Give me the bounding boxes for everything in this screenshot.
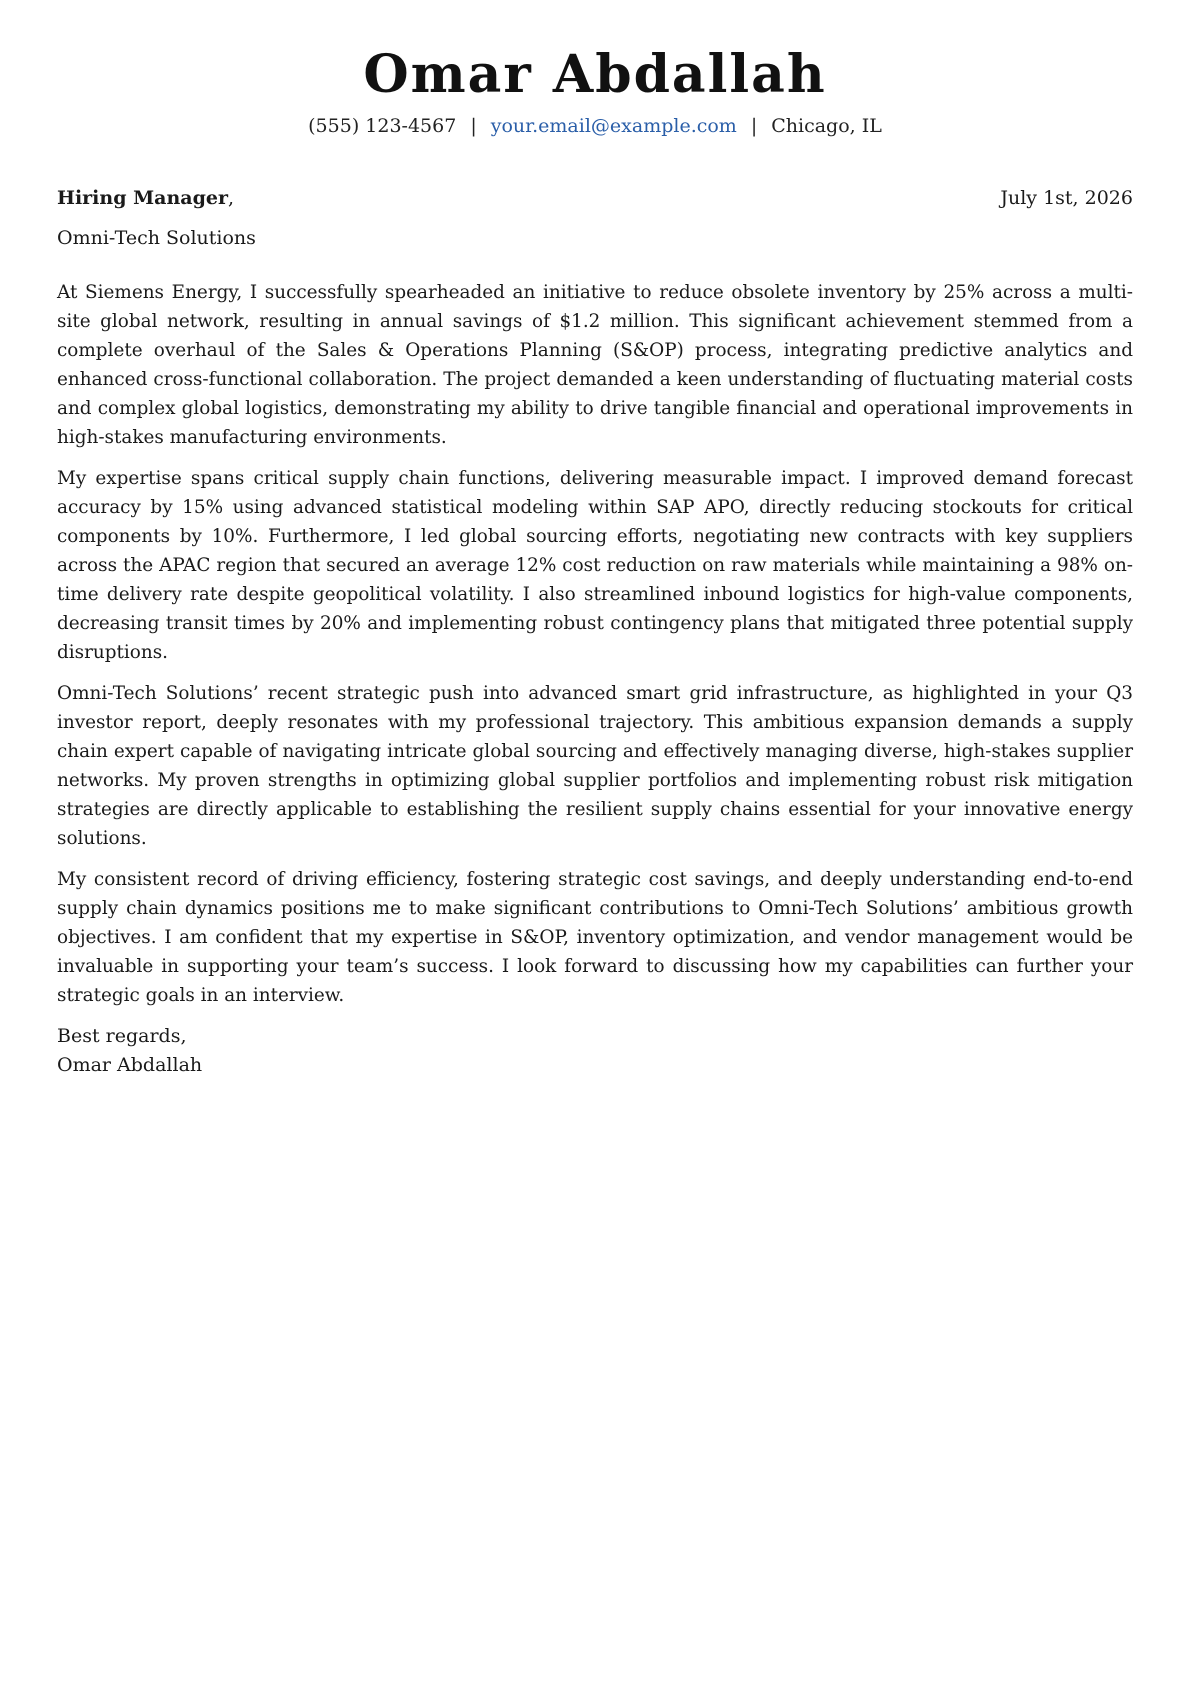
phone-number: (555) 123-4567 bbox=[308, 115, 457, 137]
body-paragraph: At Siemens Energy, I successfully spearheaded an initiative to reduce obsolete inventory by 25% across a multi-site global network, resulting in annual savings of $1.2 million. This significant achievement stemmed from a complete overhaul of the Sales & Operations Planning (S&OP) process, integrating predictive analytics and enhanced cross-functional collaboration. The project demanded a keen understanding of fluctuating material costs and complex global logistics, demonstrating my ability to drive tangible financial and operational improvements in high-stakes manufacturing environments. bbox=[57, 282, 1133, 448]
applicant-name: Omar Abdallah bbox=[363, 44, 827, 105]
closing-salutation: Best regards, bbox=[57, 1025, 187, 1047]
signature-name: Omar Abdallah bbox=[57, 1054, 203, 1076]
letter-body bbox=[57, 278, 1133, 1010]
letter-date: July 1st, 2026 bbox=[1000, 187, 1133, 209]
recipient-salutation bbox=[57, 186, 234, 210]
recipient-company: Omni-Tech Solutions bbox=[57, 227, 256, 249]
letter-closing bbox=[57, 1022, 1133, 1080]
contact-line bbox=[57, 114, 1133, 138]
body-paragraph: My consistent record of driving efficiency, fostering strategic cost savings, and deeply understanding end-to-end supply chain dynamics positions me to make significant contributions to Omni-Tech Solutions’ ambitious growth objectives. I am confident that my expertise in S&OP, inventory optimization, and vendor management would be invaluable in supporting your team’s success. I look forward to discussing how my capabilities can further your strategic goals in an interview. bbox=[57, 869, 1133, 1006]
contact-separator: | bbox=[750, 115, 758, 137]
email-link[interactable]: your.email@example.com bbox=[490, 115, 737, 137]
cover-letter-page bbox=[57, 0, 1133, 1080]
recipient-row bbox=[57, 186, 1133, 210]
letter-header bbox=[57, 0, 1133, 138]
body-paragraph: Omni-Tech Solutions’ recent strategic push into advanced smart grid infrastructure, as highlighted in your Q3 investor report, deeply resonates with my professional trajectory. This ambitious expansion demands a supply chain expert capable of navigating intricate global sourcing and effectively managing diverse, high-stakes supplier networks. My proven strengths in optimizing global supplier portfolios and implementing robust risk mitigation strategies are directly applicable to establishing the resilient supply chains essential for your innovative energy solutions. bbox=[57, 683, 1133, 849]
contact-separator: | bbox=[470, 115, 477, 137]
recipient-title-suffix: , bbox=[227, 187, 235, 209]
location: Chicago, IL bbox=[771, 115, 882, 137]
recipient-title: Hiring Manager bbox=[57, 187, 228, 209]
body-paragraph: My expertise spans critical supply chain functions, delivering measurable impact. I improved demand forecast accuracy by 15% using advanced statistical modeling within SAP APO, directly reducing stockouts for critical components by 10%. Furthermore, I led global sourcing efforts, negotiating new contracts with key suppliers across the APAC region that secured an average 12% cost reduction on raw materials while maintaining a 98% on-time delivery rate despite geopolitical volatility. I also streamlined inbound logistics for high-value components, decreasing transit times by 20% and implementing robust contingency plans that mitigated three potential supply disruptions. bbox=[57, 468, 1133, 663]
